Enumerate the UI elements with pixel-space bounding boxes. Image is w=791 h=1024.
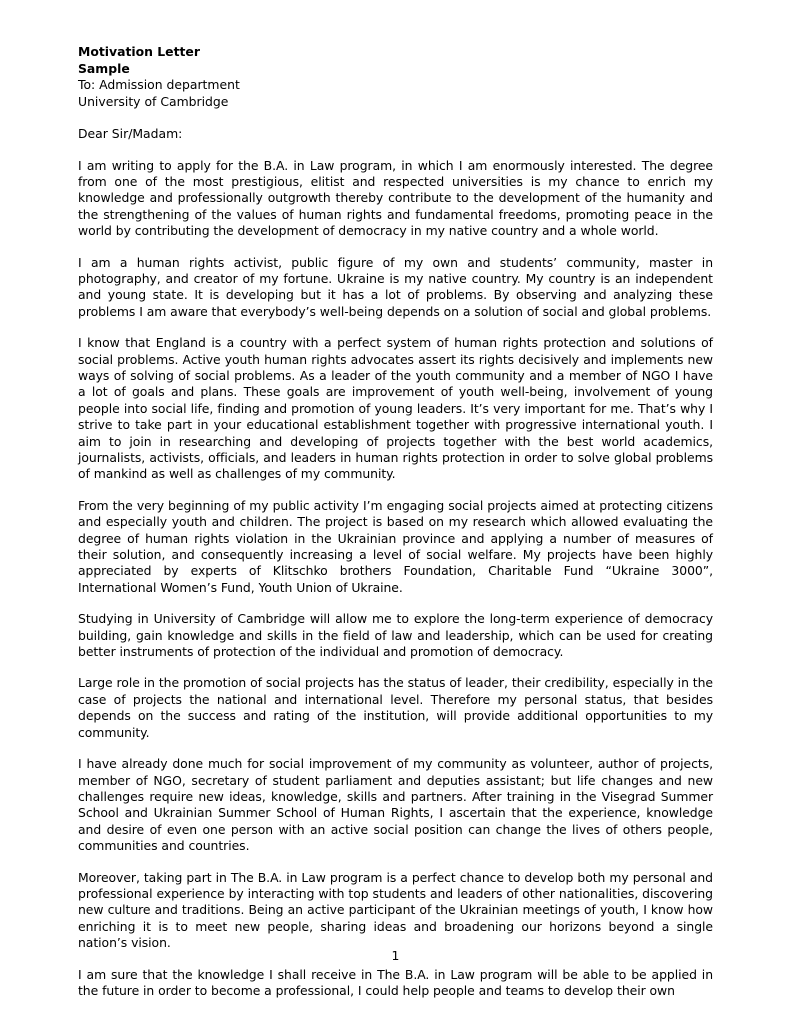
paragraph-2: I am a human rights activist, public figure of my own and students’ community, master in photography, and creator of my fortune. Ukraine is my native country. My country is an independent and young state. It is developing but it has a lot of problems. By observing and analyzing these problems I am aware that everybody’s well-being depends on a solution of social and global problems.: [78, 254, 713, 319]
paragraph-4: From the very beginning of my public activity I’m engaging social projects aimed at protecting citizens and especially youth and children. The project is based on my research which allowed evaluating the degree of human rights violation in the Ukrainian province and applying a number of measures of their solution, and consequently increasing a level of social welfare. My projects have been highly appreciated by experts of Klitschko brothers Foundation, Charitable Fund “Ukraine 3000”, International Women’s Fund, Youth Union of Ukraine.: [78, 497, 713, 595]
letter-page: [78, 44, 713, 999]
paragraph-7: I have already done much for social improvement of my community as volunteer, author of projects, member of NGO, secretary of student parliament and deputies assistant; but life changes and new challenges require new ideas, knowledge, skills and partners. After training in the Visegrad Summer School and Ukrainian Summer School of Human Rights, I ascertain that the experience, knowledge and desire of even one person with an active social position can change the lives of others people, communities and countries.: [78, 756, 713, 854]
letter-title: Motivation Letter: [78, 44, 200, 59]
paragraph-3: I know that England is a country with a perfect system of human rights protection and solutions of social problems. Active youth human rights advocates assert its rights decisively and implements new ways of solving of social problems. As a leader of the youth community and a member of NGO I have a lot of goals and plans. These goals are improvement of youth well-being, involvement of young people into social life, finding and promotion of young leaders. It’s very important for me. That’s why I strive to take part in your educational establishment together with progressive international youth. I aim to join in researching and developing of projects together with the best world academics, journalists, activists, officials, and leaders in human rights protection in order to solve global problems of mankind as well as challenges of my community.: [78, 335, 713, 482]
paragraph-6: Large role in the promotion of social projects has the status of leader, their credibility, especially in the case of projects the national and international level. Therefore my personal status, that besides depends on the success and rating of the institution, will provide additional opportunities to my community.: [78, 675, 713, 740]
paragraph-5: Studying in University of Cambridge will allow me to explore the long-term experience of democracy building, gain knowledge and skills in the field of law and leadership, which can be used for creating better instruments of protection of the individual and promotion of democracy.: [78, 611, 713, 660]
paragraph-8: Moreover, taking part in The B.A. in Law program is a perfect chance to develop both my personal and professional experience by interacting with top students and leaders of other nationalities, discovering new culture and traditions. Being an active participant of the Ukrainian meetings of youth, I know how enriching it is to meet new people, sharing ideas and broadening our horizons beyond a single nation’s vision.: [78, 869, 713, 951]
paragraph-9: I am sure that the knowledge I shall receive in The B.A. in Law program will be able to be applied in the future in order to become a professional, I could help people and teams to develop their own: [78, 966, 713, 998]
paragraph-1: I am writing to apply for the B.A. in Law program, in which I am enormously interested. The degree from one of the most prestigious, elitist and respected universities is my chance to enrich my knowledge and professionally outgrowth thereby contribute to the development of the humanity and the strengthening of the values of human rights and fundamental freedoms, promoting peace in the world by contributing the development of democracy in my native country and a whole world.: [78, 157, 713, 239]
letter-subtitle: Sample: [78, 60, 130, 76]
recipient-line: To: Admission department: [78, 77, 240, 92]
page-number: 1: [391, 948, 400, 963]
university-line: University of Cambridge: [78, 93, 229, 109]
salutation: Dear Sir/Madam:: [78, 126, 183, 141]
